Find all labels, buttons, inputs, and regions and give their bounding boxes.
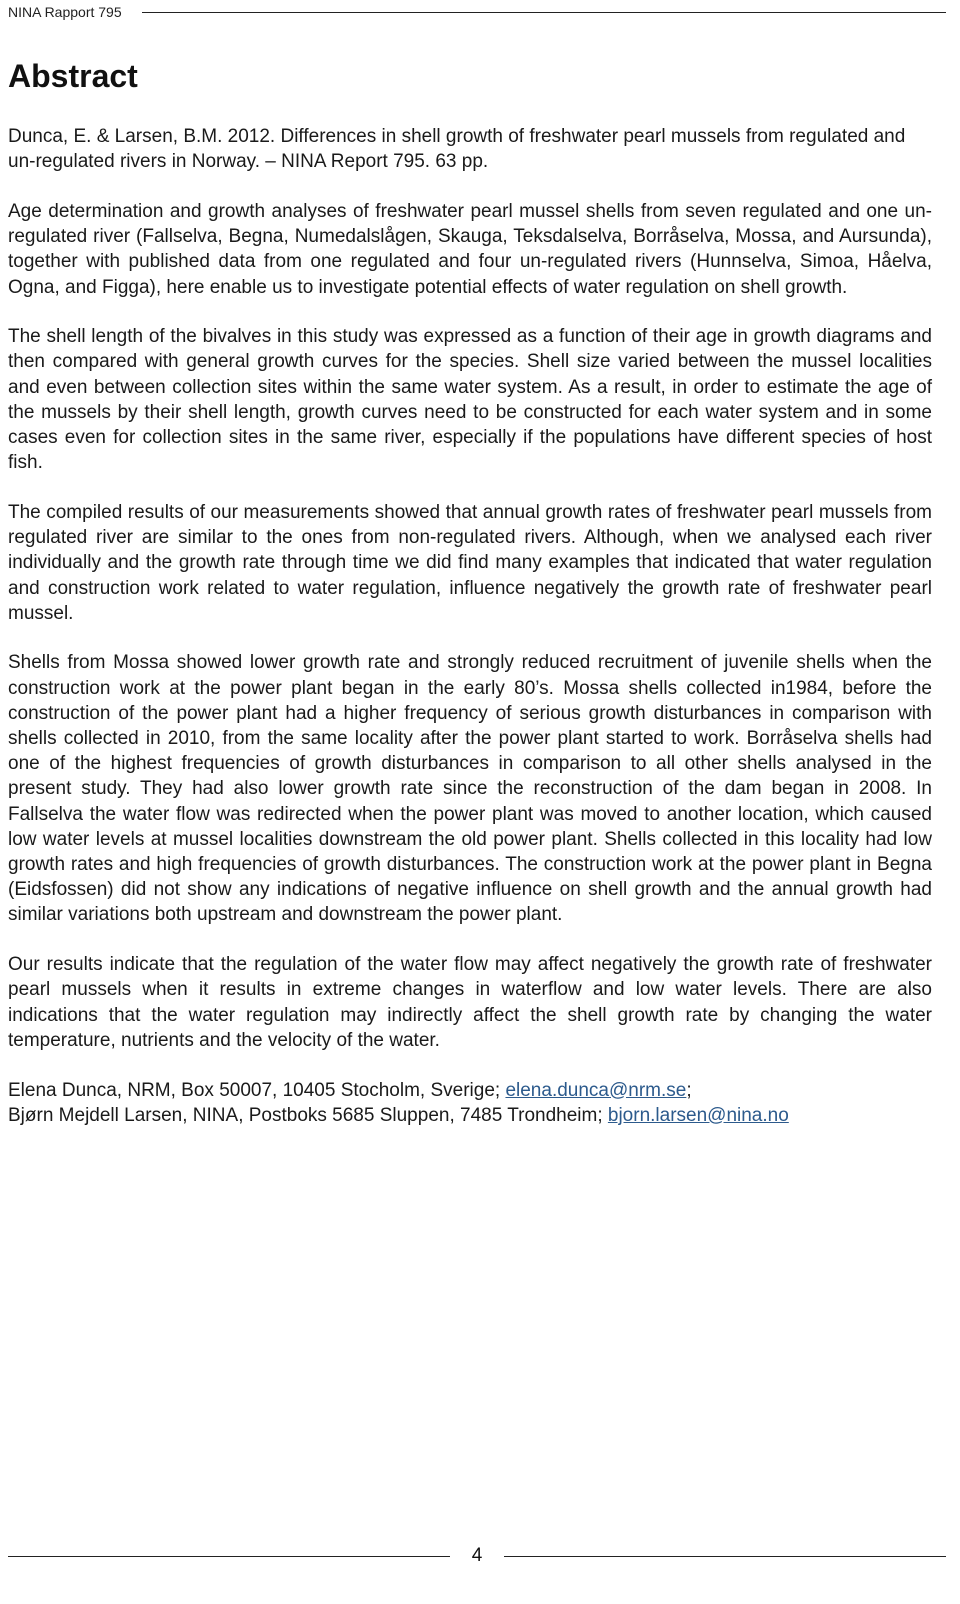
page-title: Abstract [8, 58, 138, 94]
contact-address: Elena Dunca, NRM, Box 50007, 10405 Stocholm, Sverige; [8, 1079, 506, 1101]
citation-paragraph: Dunca, E. & Larsen, B.M. 2012. Differences in shell growth of freshwater pearl mussels from regulated and un-regulated rivers in Norway. – NINA Report 795. 63 pp. [8, 126, 906, 173]
contact-line [8, 1103, 932, 1128]
paragraph-river-details: Shells from Mossa showed lower growth rate and strongly reduced recruitment of juvenile shells when the construction work at the power plant began in the early 80’s. Mossa shells collected in1984, before the construction of the power plant had a higher frequency of serious growth disturbances in comparison with shells collected in 2010, from the same locality after the power plant started to work. Borråselva shells had one of the highest frequencies of growth disturbances in comparison to all other shells analysed in the present study. They had also lower growth rate since the reconstruction of the dam began in 2008. In Fallselva the water flow was redirected when the power plant was moved to another location, which caused low water levels at mussel localities downstream the old power plant. Shells collected in this locality had low growth rates and high frequencies of growth disturbances. The construction work at the power plant in Begna (Eidsfossen) did not show any indications of negative influence on shell growth and the annual growth had similar variations both upstream and downstream the power plant. [8, 652, 932, 926]
email-link[interactable]: bjorn.larsen@nina.no [607, 1104, 789, 1126]
email-link[interactable]: elena.dunca@nrm.se [505, 1079, 687, 1101]
contact-block [8, 1078, 932, 1128]
page-number: 4 [471, 1545, 483, 1566]
contact-line [8, 1078, 932, 1103]
paragraph-conclusion: Our results indicate that the regulation of the water flow may affect negatively the growth rate of freshwater pearl mussels when it results in extreme changes in waterflow and low water levels. There are also indications that the water regulation may indirectly affect the shell growth rate by changing the water temperature, nutrients and the velocity of the water. [8, 954, 932, 1051]
footer-rule-left [8, 1556, 450, 1557]
paragraph-methods: Age determination and growth analyses of freshwater pearl mussel shells from seven regulated and one un-regulated river (Fallselva, Begna, Numedalslågen, Skauga, Teksdalselva, Borråselva, Mossa, and Aursunda), together with published data from one regulated and four un-regulated rivers (Hunnselva, Simoa, Håelva, Ogna, and Figga), here enable us to investigate potential effects of water regulation on shell growth. [8, 200, 932, 298]
abstract-body [8, 124, 932, 1128]
paragraph-compiled-results: The compiled results of our measurements showed that annual growth rates of freshwater pearl mussels from regulated river are similar to the ones from non-regulated rivers. Although, when we analysed each river individually and the growth rate through time we did find many examples that indicated that water regulation and construction work related to water regulation, influence negatively the growth rate of freshwater pearl mussel. [8, 501, 932, 624]
contact-suffix: ; [686, 1079, 692, 1101]
page-footer [8, 1544, 946, 1568]
page-header [8, 0, 946, 24]
header-rule [142, 12, 946, 13]
contact-address: Bjørn Mejdell Larsen, NINA, Postboks 5685 Sluppen, 7485 Trondheim; [8, 1104, 608, 1126]
report-label: NINA Rapport 795 [8, 4, 122, 20]
footer-rule-right [504, 1556, 946, 1557]
paragraph-shell-length: The shell length of the bivalves in this study was expressed as a function of their age in growth diagrams and then compared with general growth curves for the species. Shell size varied between the mussel localities and even between collection sites within the same water system. As a result, in order to estimate the age of the mussels by their shell length, growth curves need to be constructed for each water system and in some cases even for collection sites in the same river, especially if the populations have different species of host fish. [8, 326, 932, 474]
